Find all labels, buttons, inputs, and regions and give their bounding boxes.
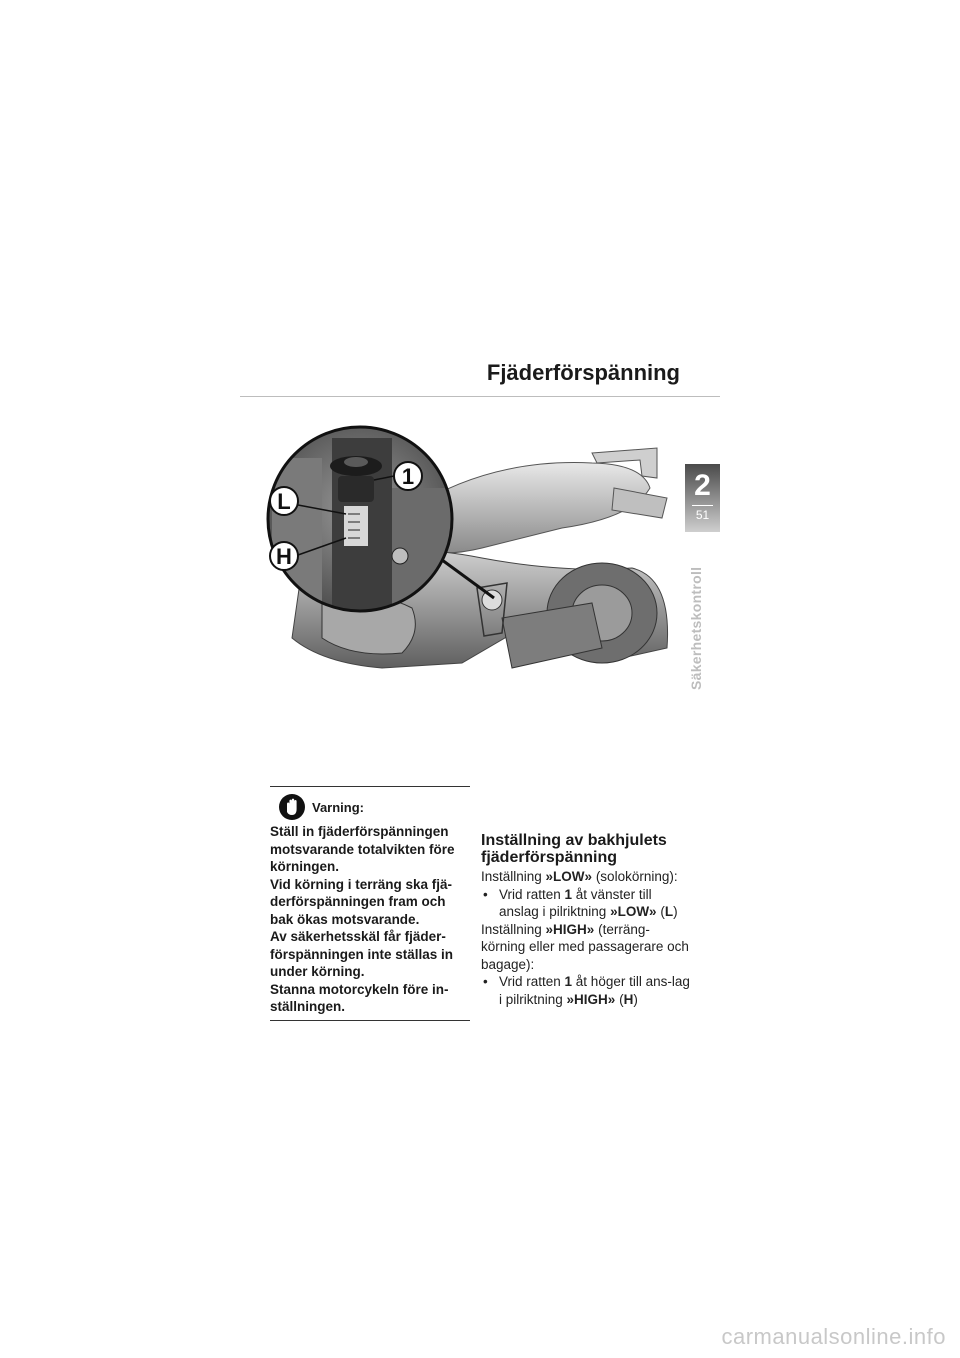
side-label: Säkerhetskontroll xyxy=(688,566,704,690)
bullet-high-prefix: Vrid ratten xyxy=(499,974,565,989)
warning-header xyxy=(278,793,470,821)
callout-L-label: L xyxy=(277,489,291,514)
bullet-low-prefix: Vrid ratten xyxy=(499,886,565,902)
warning-text: Ställ in fjäderförspänningen motsvarande totalvikten före körningen. Vid körning i terräng ska fjä- derförspänningen fram och bak ökas motsvarande. Av säkerhetsskäl får fjäder- förspänningen inte ställas in under körning. Stanna motorcykeln före in- ställningen. xyxy=(270,824,455,1014)
page-number: 51 xyxy=(695,508,710,522)
bullet-high-close: ) xyxy=(633,991,638,1007)
bullet-high xyxy=(481,973,691,1008)
high-setting-suffix: (terräng-körning eller med passagerare och bagage): xyxy=(481,921,689,972)
low-setting-suffix: (solokörning): xyxy=(592,869,678,884)
bullet-high-keyword: »HIGH» xyxy=(566,991,616,1007)
callout-1 xyxy=(394,462,422,490)
bullet-low-letter: L xyxy=(664,904,674,919)
motorcycle-figure xyxy=(262,418,682,680)
callout-1-label: 1 xyxy=(401,464,415,489)
callout-H-label: H xyxy=(276,544,292,569)
low-setting-prefix: Inställning xyxy=(481,869,546,884)
warning-title: Varning: xyxy=(312,799,365,815)
bullet-low-open: ( xyxy=(656,904,665,919)
bullet-high-open: ( xyxy=(615,991,624,1007)
page-title: Fjäderförspänning xyxy=(486,360,680,385)
chapter-number: 2 xyxy=(694,469,711,502)
chapter-separator xyxy=(692,505,713,506)
bullet-low-mid: åt vänster till anslag i pilriktning xyxy=(499,886,652,919)
callout-L xyxy=(270,487,298,515)
high-keyword: »HIGH» xyxy=(545,921,595,937)
low-keyword: »LOW» xyxy=(545,869,593,884)
bullet-low-close: ) xyxy=(673,904,678,919)
bullet-high-num: 1 xyxy=(564,974,573,989)
bullet-low xyxy=(481,886,691,921)
bullet-high-letter: H xyxy=(623,991,634,1007)
title-rule xyxy=(240,396,720,397)
bullet-high-mid: åt höger till ans-lag i pilriktning xyxy=(499,974,690,1007)
chapter-tab xyxy=(685,464,720,532)
callout-H xyxy=(270,542,298,570)
low-setting-line xyxy=(481,868,691,886)
stop-hand-icon xyxy=(278,793,306,821)
bullet-low-keyword: »LOW» xyxy=(610,904,657,919)
high-setting-prefix: Inställning xyxy=(481,921,546,937)
warning-box xyxy=(270,786,470,1021)
rear-spring-section xyxy=(481,832,691,1008)
watermark: carmanualsonline.info xyxy=(721,1324,946,1349)
bullet-low-num: 1 xyxy=(564,886,573,902)
section-title: Inställning av bakhjulets fjäderförspänning xyxy=(481,832,667,866)
high-setting-line xyxy=(481,921,691,974)
